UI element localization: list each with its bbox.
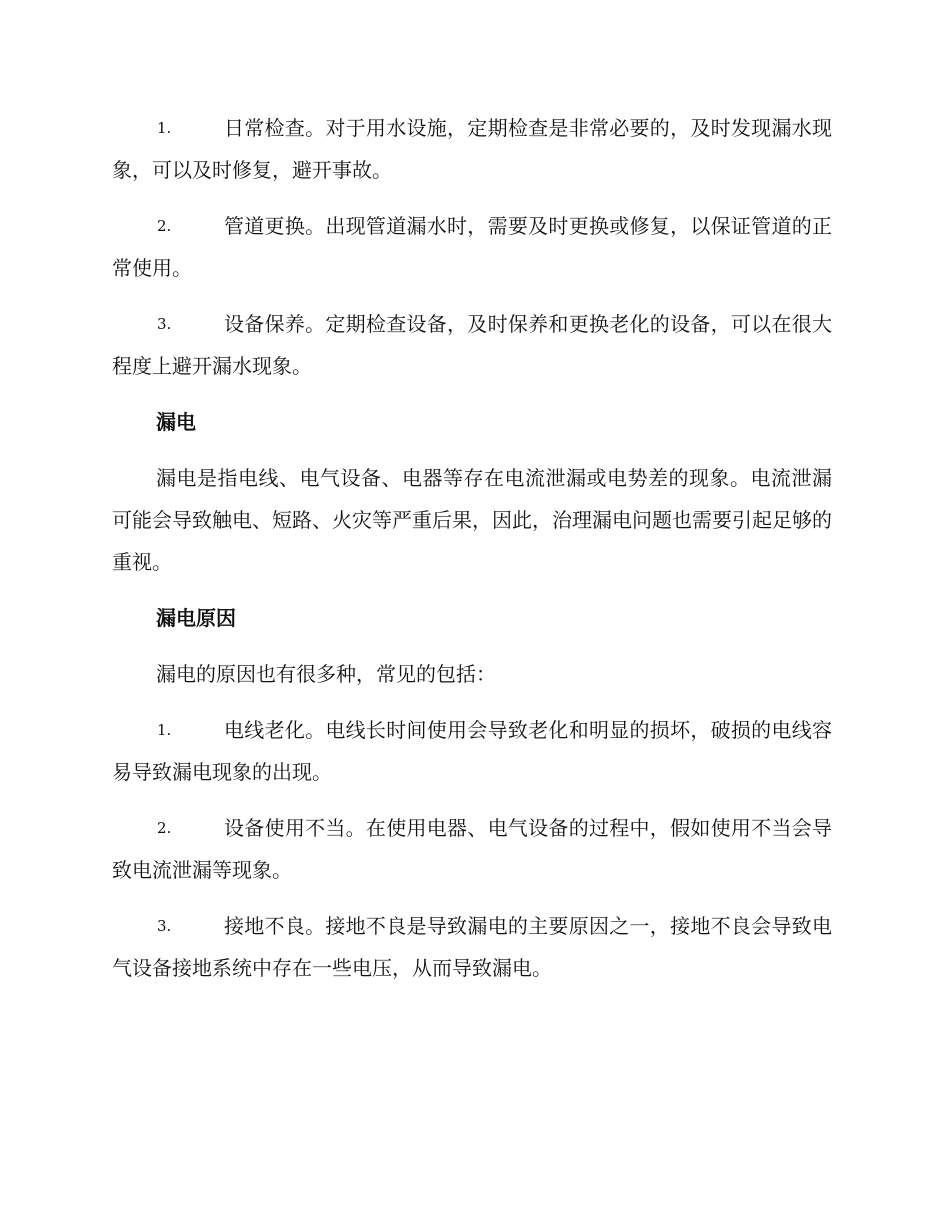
list-number: 3. <box>157 917 172 935</box>
list-item-text: 设备保养。定期检查设备，及时保养和更换老化的设备，可以在很大程度上避开漏水现象。 <box>112 312 832 378</box>
list-item-text: 管道更换。出现管道漏水时，需要及时更换或修复，以保证管道的正常使用。 <box>112 214 832 280</box>
list-item-text: 电线老化。电线长时间使用会导致老化和明显的损坏，破损的电线容易导致漏电现象的出现。 <box>112 718 832 784</box>
list-number: 1. <box>157 721 172 739</box>
list-number: 2. <box>157 217 172 235</box>
list-item-text: 设备使用不当。在使用电器、电气设备的过程中，假如使用不当会导致电流泄漏等现象。 <box>112 816 832 882</box>
section-heading-electric-leakage: 漏电 <box>156 410 196 434</box>
list-item <box>112 807 832 891</box>
list-number: 2. <box>157 819 172 837</box>
list-number: 1. <box>157 119 172 137</box>
leakage-causes-intro: 漏电的原因也有很多种，常见的包括： <box>156 662 496 686</box>
list-number: 3. <box>157 315 172 333</box>
list-item-text: 日常检查。对于用水设施，定期检查是非常必要的，及时发现漏水现象，可以及时修复，避开事故。 <box>112 116 832 182</box>
list-item <box>112 303 832 387</box>
list-item <box>112 205 832 289</box>
list-item <box>112 709 832 793</box>
section-heading-leakage-causes: 漏电原因 <box>156 606 236 630</box>
list-item <box>112 905 832 989</box>
list-item-text: 接地不良。接地不良是导致漏电的主要原因之一，接地不良会导致电气设备接地系统中存在一些电压，从而导致漏电。 <box>112 914 832 980</box>
list-item <box>112 107 832 191</box>
electric-leakage-paragraph: 漏电是指电线、电气设备、电器等存在电流泄漏或电势差的现象。电流泄漏可能会导致触电、短路、火灾等严重后果，因此，治理漏电问题也需要引起足够的重视。 <box>112 466 832 574</box>
